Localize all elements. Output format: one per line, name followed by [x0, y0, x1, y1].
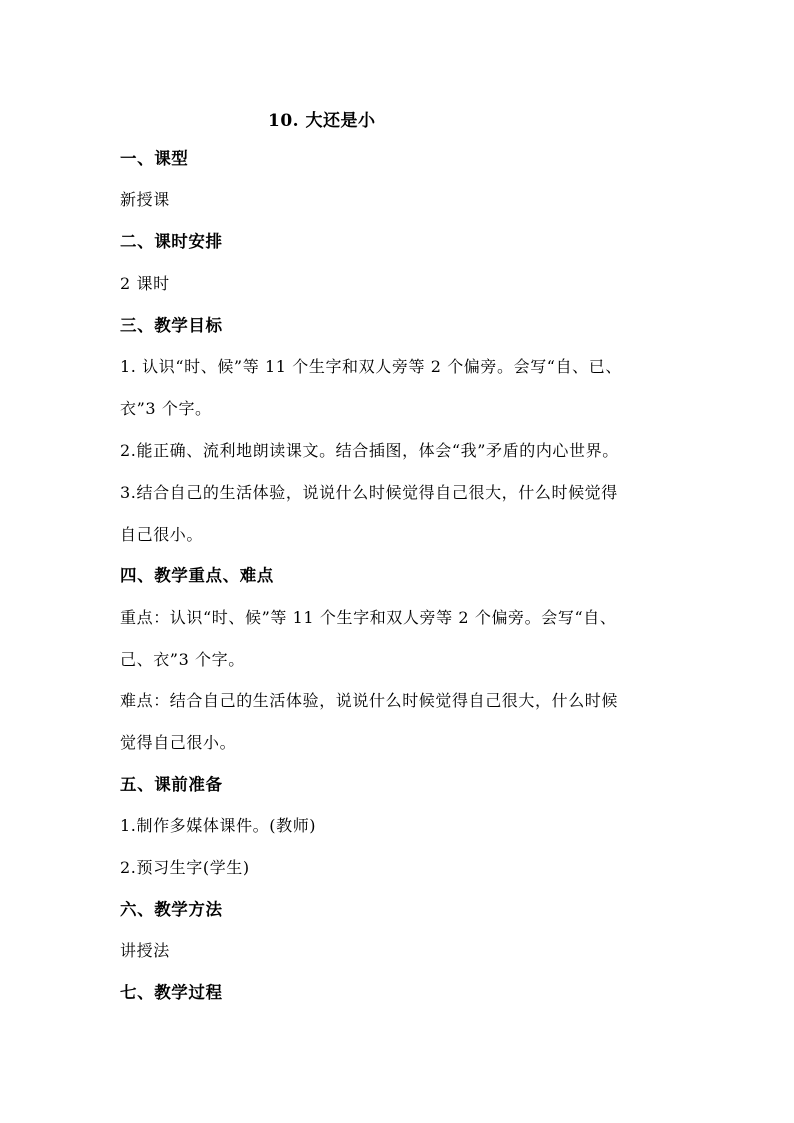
section-heading-course-type: 一、课型 [120, 149, 189, 168]
document-title: 10. 大还是小 [268, 111, 376, 131]
paragraph-line: 2 课时 [120, 274, 170, 293]
section-heading-preparation: 五、课前准备 [120, 775, 223, 794]
section-heading-key-points: 四、教学重点、难点 [120, 566, 274, 585]
paragraph-line: 1. 认识“时、候”等 11 个生字和双人旁等 2 个偏旁。会写“自、已、 [120, 357, 622, 376]
paragraph-line: 觉得自己很小。 [120, 733, 237, 752]
paragraph-line: 己、衣”3 个字。 [120, 650, 245, 669]
section-heading-goals: 三、教学目标 [120, 316, 223, 335]
section-heading-methods: 六、教学方法 [120, 900, 223, 919]
paragraph-line: 3.结合自己的生活体验，说说什么时候觉得自己很大，什么时候觉得 [120, 483, 618, 502]
paragraph-line: 自己很小。 [120, 525, 204, 544]
paragraph-line: 新授课 [120, 190, 170, 209]
paragraph-line: 2.预习生字(学生) [120, 858, 250, 877]
paragraph-line: 重点：认识“时、候”等 11 个生字和双人旁等 2 个偏旁。会写“自、 [120, 608, 617, 627]
paragraph-line: 难点：结合自己的生活体验，说说什么时候觉得自己很大，什么时候 [120, 691, 619, 710]
section-heading-process: 七、教学过程 [120, 983, 223, 1002]
paragraph-line: 讲授法 [120, 941, 170, 960]
section-heading-schedule: 二、课时安排 [120, 232, 223, 251]
paragraph-line: 衣”3 个字。 [120, 399, 212, 418]
paragraph-line: 1.制作多媒体课件。(教师) [120, 816, 317, 835]
paragraph-line: 2.能正确、流利地朗读课文。结合插图，体会“我”矛盾的内心世界。 [120, 441, 619, 460]
